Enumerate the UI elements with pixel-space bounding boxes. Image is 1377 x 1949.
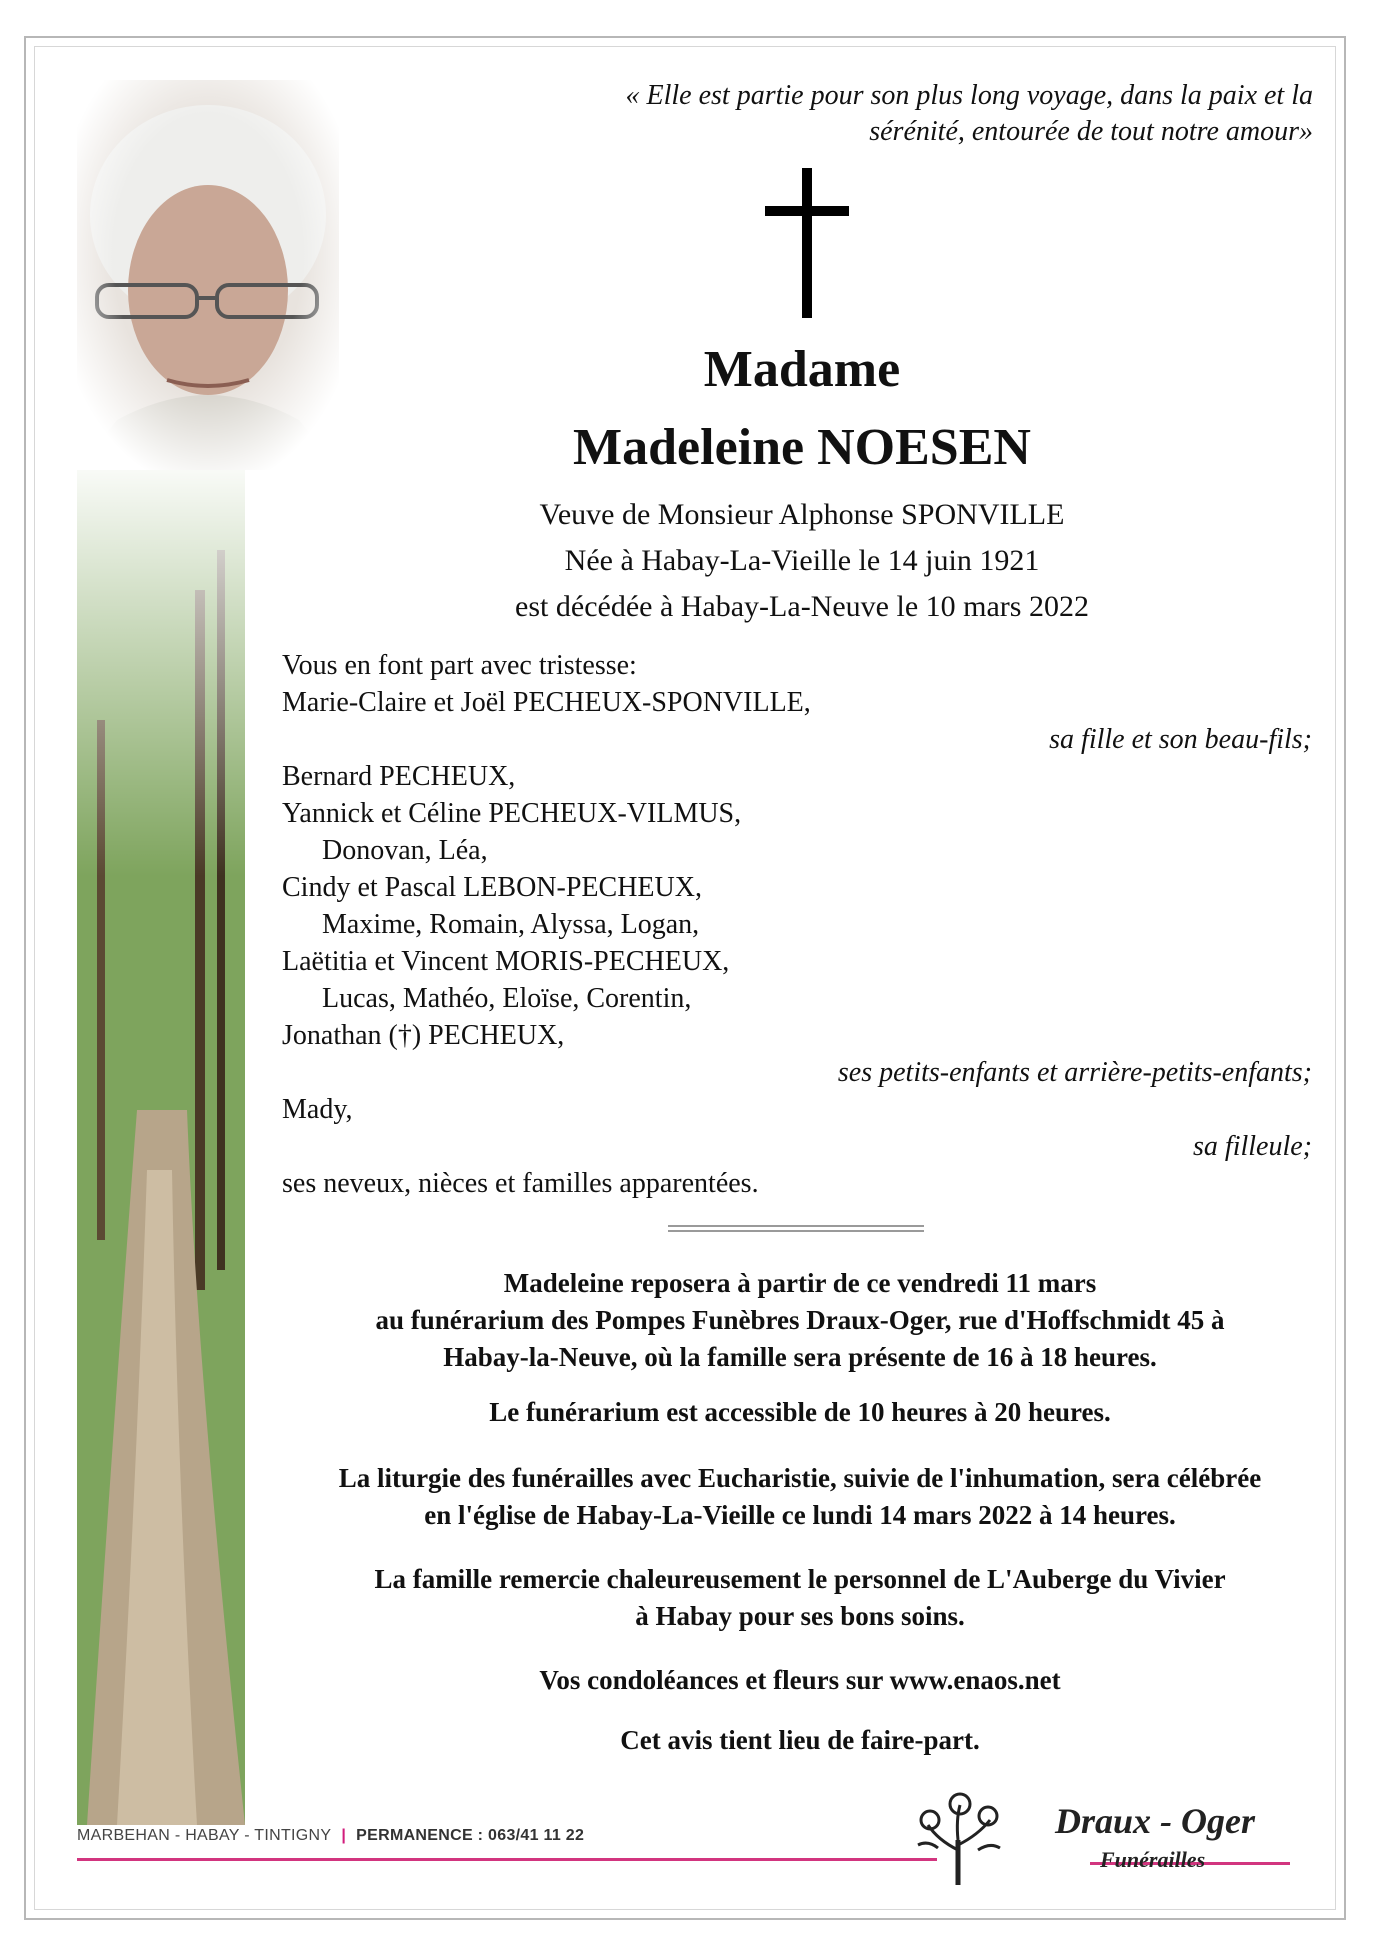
liturgy-info [270,1460,1330,1534]
thanks-line: à Habay pour ses bons soins. [635,1601,965,1631]
funerarium-hours: Le funérarium est accessible de 10 heures à 20 heures. [489,1397,1111,1427]
liturgy-line: La liturgie des funérailles avec Eucharistie, suivie de l'inhumation, sera célébrée [338,1463,1262,1493]
family-list [282,647,1312,1202]
family-line: Marie-Claire et Joël PECHEUX-SPONVILLE, [282,687,811,718]
family-line: Lucas, Mathéo, Eloïse, Corentin, [322,983,692,1014]
family-line: Laëtitia et Vincent MORIS-PECHEUX, [282,946,730,977]
birth-info: Née à Habay-La-Vieille le 14 juin 1921 [564,544,1040,577]
relation-label: ses petits-enfants et arrière-petits-enfants; [837,1057,1312,1088]
widow-of: Veuve de Monsieur Alphonse SPONVILLE [539,498,1065,531]
thanks-info [270,1561,1330,1635]
relation-label: sa fille et son beau-fils; [1049,724,1312,755]
deceased-name: Madeleine NOESEN [573,419,1031,476]
family-line: Vous en font part avec tristesse: [282,650,637,681]
family-line: ses neveux, nièces et familles apparentées. [282,1168,759,1199]
honorific: Madame [703,341,901,398]
visitation-info [270,1265,1330,1376]
double-rule-divider [668,1225,924,1231]
family-line: Maxime, Romain, Alyssa, Logan, [322,909,700,940]
forest-path-image [77,470,245,1825]
thanks-line: La famille remercie chaleureusement le personnel de L'Auberge du Vivier [374,1564,1226,1594]
family-line: Yannick et Céline PECHEUX-VILMUS, [282,798,742,829]
epigraph-line: « Elle est partie pour son plus long voyage, dans la paix et la [625,80,1313,111]
death-info: est décédée à Habay-La-Neuve le 10 mars 2022 [515,590,1089,623]
family-line: Donovan, Léa, [322,835,488,866]
family-line: Cindy et Pascal LEBON-PECHEUX, [282,872,702,903]
notice-text: Cet avis tient lieu de faire-part. [620,1725,980,1755]
footer-separator: | [341,1827,347,1844]
visitation-line: Madeleine reposera à partir de ce vendredi 11 mars [503,1268,1097,1298]
epigraph-quote [470,78,1313,150]
logo-tagline: Funérailles [1100,1847,1206,1872]
footer-locations: MARBEHAN - HABAY - TINTIGNY [77,1827,332,1844]
relation-label: sa filleule; [1193,1131,1312,1162]
condolences-link[interactable]: Vos condoléances et fleurs sur www.enaos.net [539,1665,1061,1695]
family-line: Mady, [282,1094,353,1125]
visitation-line: Habay-la-Neuve, où la famille sera présente de 16 à 18 heures. [443,1342,1157,1372]
footer-accent-line [77,1858,937,1861]
liturgy-line: en l'église de Habay-La-Vieille ce lundi 14 mars 2022 à 14 heures. [424,1500,1176,1530]
logo-wordmark: Draux - Oger [1055,1801,1256,1841]
cross-icon [765,168,849,318]
family-line: Bernard PECHEUX, [282,761,516,792]
family-line: Jonathan (†) PECHEUX, [282,1020,565,1051]
epigraph-line: sérénité, entourée de tout notre amour» [869,116,1313,147]
portrait-photo [77,80,339,470]
visitation-line: au funérarium des Pompes Funèbres Draux-Oger, rue d'Hoffschmidt 45 à [375,1305,1225,1335]
footer-contact [77,1827,584,1845]
tree-logo-icon [908,1790,1008,1890]
footer-permanence: PERMANENCE : 063/41 11 22 [356,1827,585,1844]
